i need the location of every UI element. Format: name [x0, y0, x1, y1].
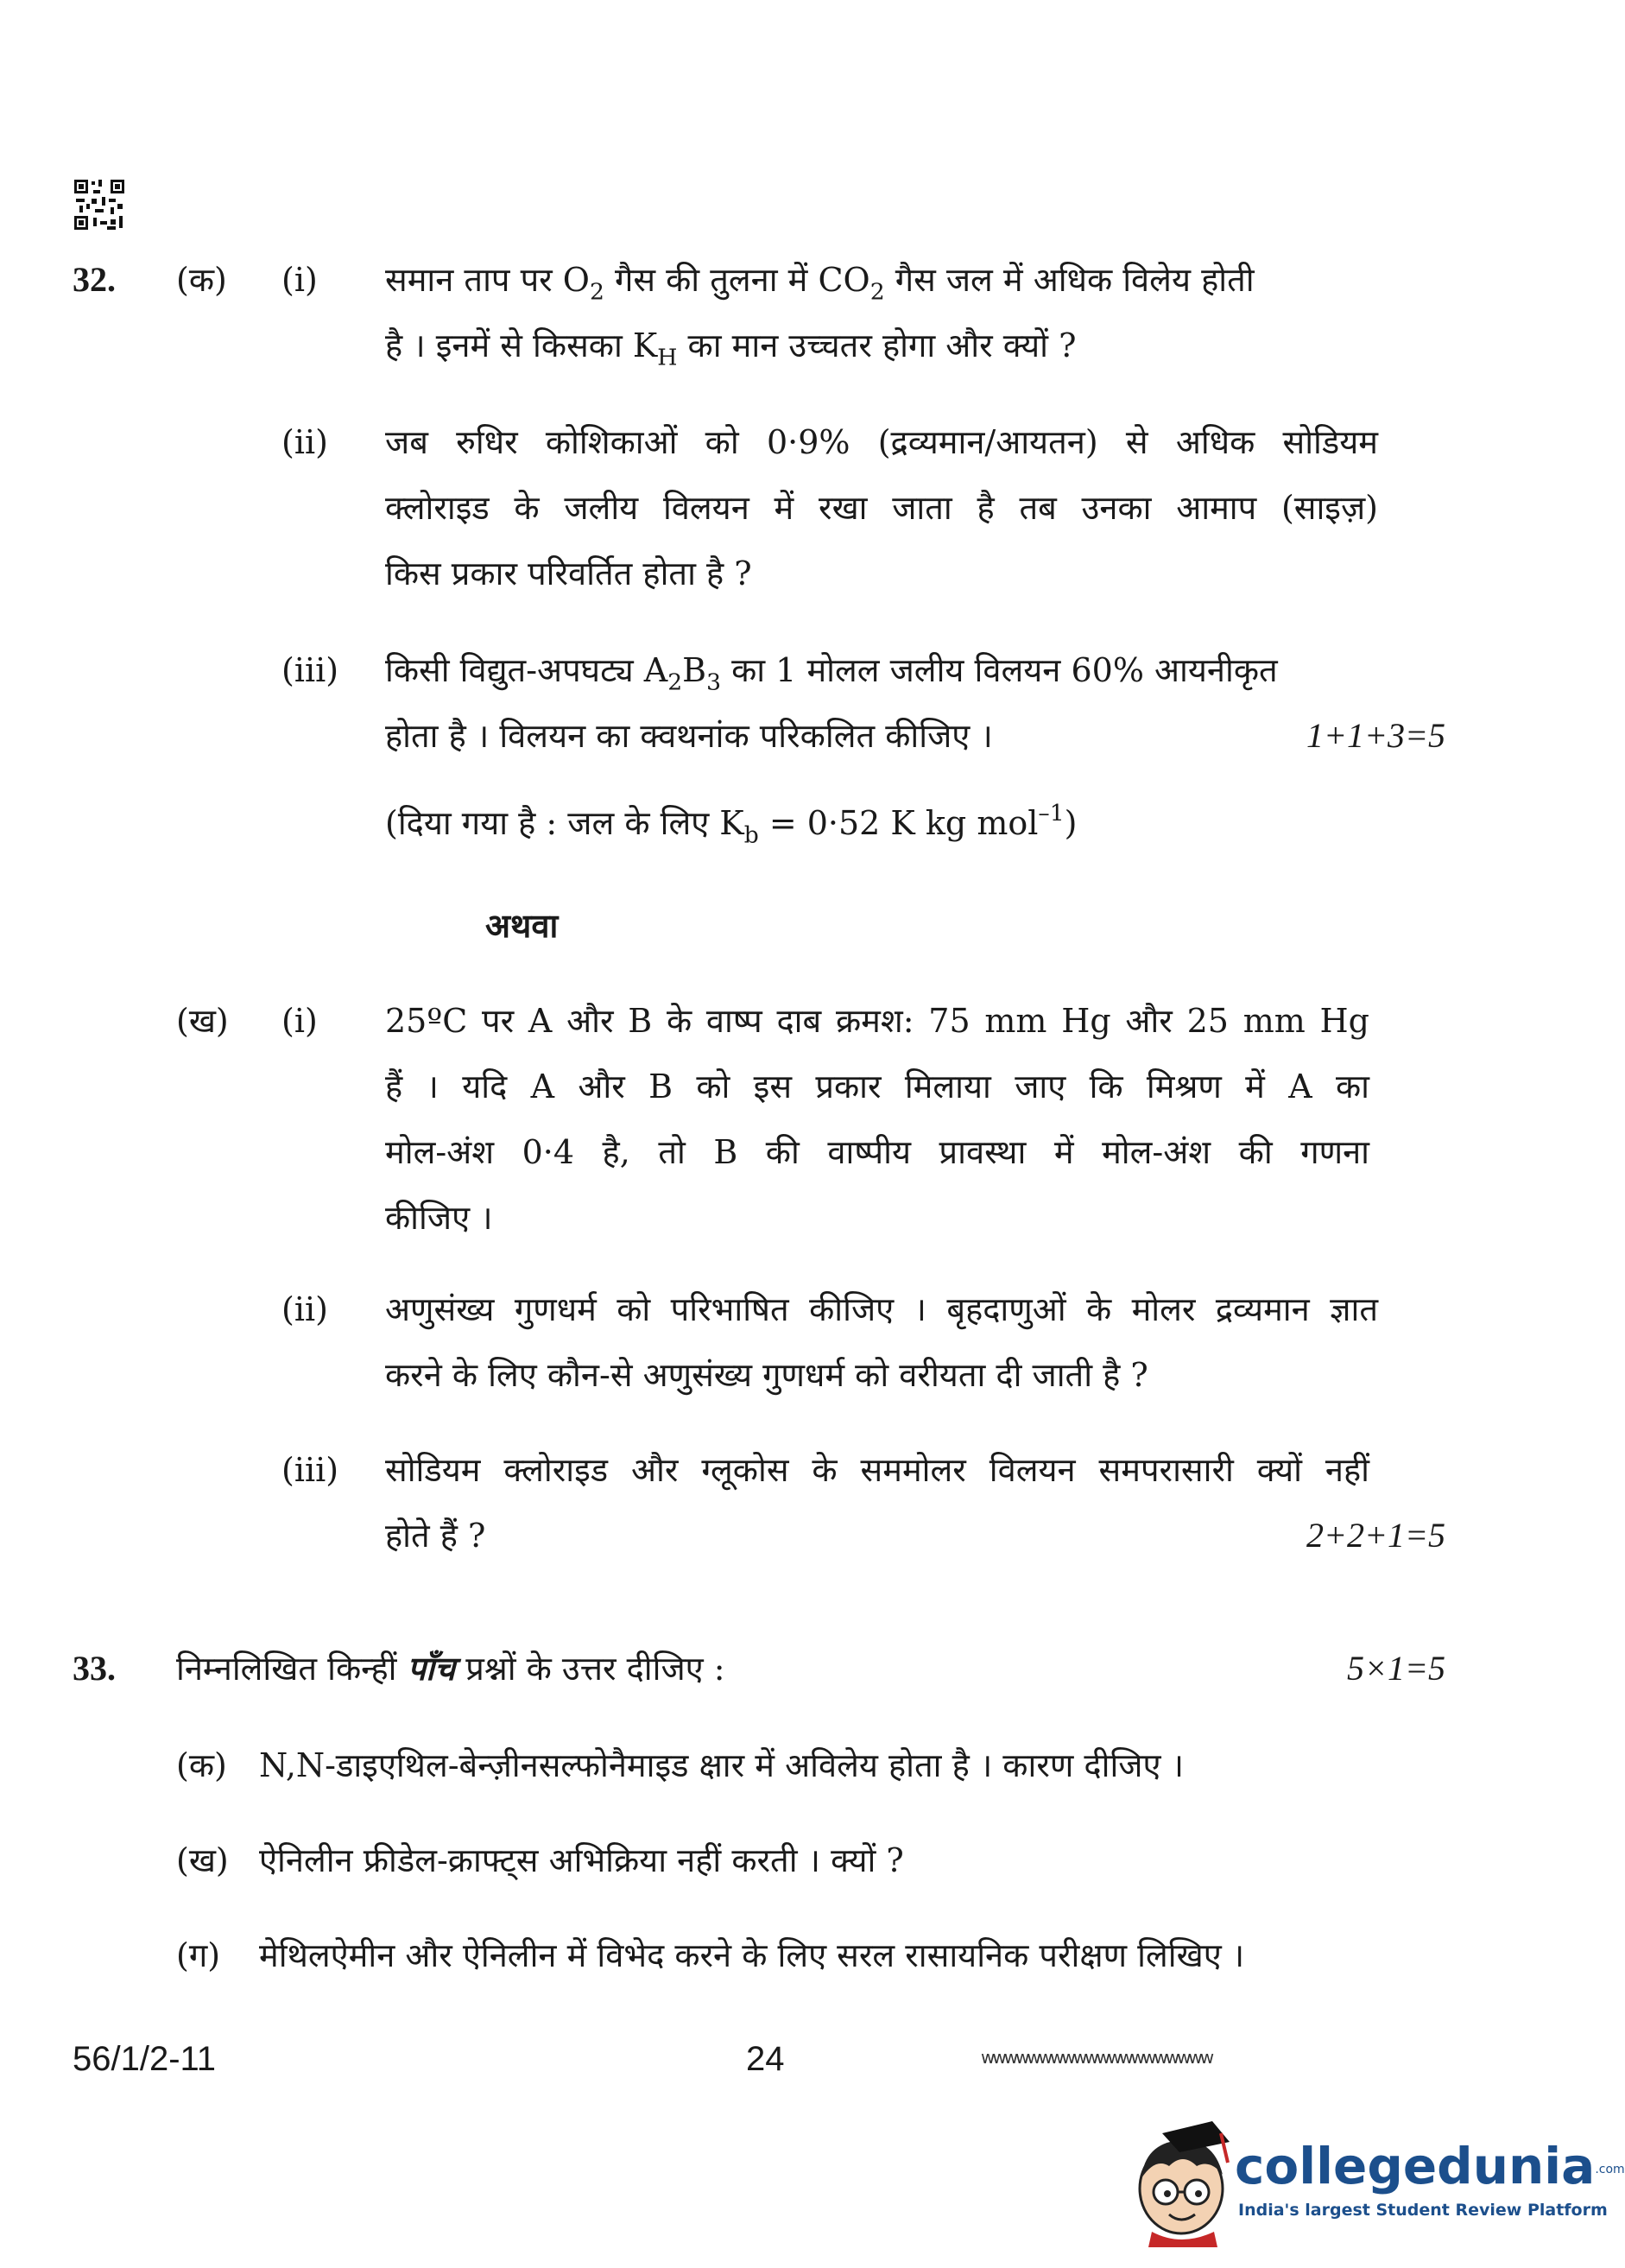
q32-kha-i-line3: मोल-अंश 0·4 है, तो B की वाष्पीय प्रावस्था में मोल-अंश की गणना: [385, 1133, 1369, 1171]
q32-kha-i-label: (i): [281, 1002, 318, 1040]
q33-item-kha-label: (ख): [176, 1841, 229, 1879]
q32-ka-ii-line2: क्लोराइड के जलीय विलयन में रखा जाता है तब उनका आमाप (साइज़): [385, 489, 1378, 527]
q32-kha-i-line2: हैं । यदि A और B को इस प्रकार मिलाया जाए कि मिश्रण में A का: [385, 1067, 1369, 1105]
q32-ka-iii-label: (iii): [281, 651, 339, 689]
q32-or: अथवा: [485, 906, 559, 945]
q33-item-ka-label: (क): [176, 1746, 227, 1784]
q32-ka-ii-line3: किस प्रकार परिवर्तित होता है ?: [385, 554, 752, 592]
q32-kha-marks: 2+2+1=5: [1306, 1516, 1445, 1555]
q33-item-ka-text: N,N-डाइएथिल-बेन्ज़ीनसल्फोनैमाइड क्षार में अविलेय होता है । कारण दीजिए ।: [259, 1746, 1184, 1784]
q32-ka-iii-given: (दिया गया है : जल के लिए $K_b = 0\cdot 52$ K kg mol$^{-1}$): [385, 800, 1078, 849]
q32-ka-iii-line1: किसी विद्युत-अपघट्य $A_2B_3$ का 1 मोलल जलीय विलयन 60% आयनीकृत: [385, 651, 1278, 696]
q32-kha-ii-line1: अणुसंख्य गुणधर्म को परिभाषित कीजिए । बृहदाणुओं के मोलर द्रव्यमान ज्ञात: [385, 1290, 1378, 1328]
q32-kha-i-line4: कीजिए ।: [385, 1199, 493, 1237]
q33-number: 33.: [73, 1649, 116, 1688]
q32-ka-i-label: (i): [281, 261, 318, 299]
q33-intro: निम्नलिखित किन्हीं पाँच प्रश्नों के उत्तर दीजिए :: [176, 1649, 725, 1688]
q32-kha-iii-label: (iii): [281, 1451, 339, 1489]
footer-squiggle: wwwwwwwwwwwwwwwwwwww: [981, 2047, 1212, 2068]
q33-item-ga-label: (ग): [176, 1936, 221, 1974]
q32-number: 32.: [73, 260, 116, 299]
q33-item-ga-text: मेथिलऐमीन और ऐनिलीन में विभेद करने के लिए सरल रासायनिक परीक्षण लिखिए ।: [259, 1936, 1245, 1974]
q33-marks: 5×1=5: [1347, 1649, 1445, 1688]
brand-tagline: India's largest Student Review Platform: [1238, 2201, 1608, 2220]
q32-ka-iii-line2: होता है । विलयन का क्वथनांक परिकलित कीजिए ।: [385, 717, 993, 755]
q32-ka-ii-line1: जब रुधिर कोशिकाओं को 0·9% (द्रव्यमान/आयतन) से अधिक सोडियम: [385, 423, 1378, 461]
q32-kha-i-line1: 25ºC पर A और B के वाष्प दाब क्रमश: 75 mm Hg और 25 mm Hg: [385, 1002, 1369, 1040]
q33-item-kha-text: ऐनिलीन फ्रीडेल-क्राफ्ट्स अभिक्रिया नहीं करती । क्यों ?: [259, 1841, 904, 1879]
q32-ka-i-line2: है । इनमें से किसका $K_H$ का मान उच्चतर होगा और क्यों ?: [385, 326, 1077, 371]
footer-page-number: 24: [746, 2040, 785, 2078]
q32-ka-ii-label: (ii): [281, 423, 328, 461]
footer-paper-code: 56/1/2-11: [73, 2040, 217, 2078]
mascot-logo: [1128, 2118, 1240, 2247]
q32-ka-i-line1: समान ताप पर $O_2$ गैस की तुलना में $CO_2$ गैस जल में अधिक विलेय होती: [385, 261, 1255, 306]
q32-kha-iii-line2: होते हैं ?: [385, 1517, 486, 1555]
q32-kha-ii-label: (ii): [281, 1290, 328, 1328]
q32-kha-iii-line1: सोडियम क्लोराइड और ग्लूकोस के सममोलर विलयन समपरासारी क्यों नहीं: [385, 1451, 1369, 1489]
q32-ka-label: (क): [176, 261, 227, 299]
q32-kha-label: (ख): [176, 1002, 229, 1040]
qr-code: [73, 178, 126, 231]
brand-name: collegedunia.com: [1235, 2137, 1625, 2195]
q32-kha-ii-line2: करने के लिए कौन-से अणुसंख्य गुणधर्म को वरीयता दी जाती है ?: [385, 1356, 1148, 1394]
q32-ka-marks: 1+1+3=5: [1306, 716, 1445, 755]
